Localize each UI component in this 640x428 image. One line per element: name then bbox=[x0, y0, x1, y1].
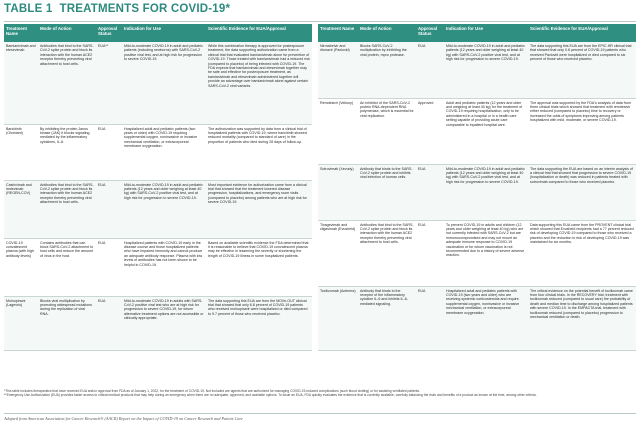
evidence: Based on available scientific evidence the FDA determined that it is reasonable to believe that COVID-19 convalescent plasma may be effective in lessening the severity or shortening the length of COVID-19 illness in some hospitalized patients. bbox=[206, 238, 312, 296]
col-header-name: Treatment Name bbox=[4, 24, 38, 42]
bottom-rule bbox=[4, 413, 636, 414]
col-header-evidence: Scientific Evidence for EUA/Approval bbox=[206, 24, 312, 42]
source-citation: Adapted from American Association for Cancer Research® (AACR) Report on the Impact of COVID-19 on Cancer Research and Patient Care bbox=[4, 416, 243, 421]
table-row bbox=[318, 42, 636, 98]
table-row bbox=[4, 42, 312, 124]
treatment-name: Bamlanivimab and etesevimab bbox=[4, 42, 38, 124]
mode-of-action: Contains antibodies that can block SARS-CoV-2 attachment to host cells and reduce the amount of virus in the host. bbox=[38, 238, 96, 296]
evidence: The authorization was supported by data from a clinical trial of hospitalized patients with COVID-19, where baricitinib showed reduced mortality (compared to standard of care) in the proportion of patients who died during 28 days of follow-up. bbox=[206, 124, 312, 180]
treatment-name: Molnupiravir (Lagevrio) bbox=[4, 296, 38, 350]
mode-of-action: An inhibitor of the SARS-CoV-2 protein RNA-dependent RNA polymerase, which is essential for viral replication. bbox=[358, 98, 416, 164]
treatment-name: Nirmatrelvir and ritonavir (Paxlovid) bbox=[318, 42, 358, 98]
indication: Hospitalized adult and pediatric patients (two years or older) with COVID-19 requiring supplemental oxygen, noninvasive or invasive mechanical ventilation, or extracorporeal membrane oxygenation. bbox=[122, 124, 206, 180]
table-row bbox=[318, 220, 636, 286]
indication: Mild-to-moderate COVID-19 in adult and pediatric patients (12 years and older weighing at least 40 kg) with SARS-CoV-2 positive viral test, and at high risk for progression to severe COVID-19. bbox=[122, 180, 206, 238]
treatments-table-left bbox=[4, 24, 312, 351]
treatment-name: Casirivimab and imdevimab (REGEN-COV) bbox=[4, 180, 38, 238]
col-header-indication: Indication for Use bbox=[122, 24, 206, 42]
table-title bbox=[4, 3, 230, 23]
treatment-name: Tocilizumab (Actemra) bbox=[318, 286, 358, 350]
approval-status: EUA bbox=[96, 124, 122, 180]
treatment-name: Sotrovimab (Xevudy) bbox=[318, 164, 358, 220]
table-row bbox=[4, 238, 312, 296]
footnotes bbox=[4, 389, 636, 397]
indication: Hospitalized adult and pediatric patients with COVID-19 (two years and older) who are receiving systemic corticosteroids and require supplemental oxygen, noninvasive or invasive mechanical ventilation, or extracorporeal membrane oxygenation. bbox=[444, 286, 528, 350]
col-header-indication: Indication for Use bbox=[444, 24, 528, 42]
footnote-scope: *This table includes therapeutics that have received EUA and/or approval from FDA as of January 1, 2022, for the treatment of COVID-19. Not included are agents that are authorized for managing COVID-19-induced complications (such blood clotting) or for assisting ventilated patients. bbox=[4, 389, 420, 393]
mode-of-action: Blocks viral multiplication by promoting widespread mutations during the replication of viral RNA. bbox=[38, 296, 96, 350]
treatment-name: COVID-19 convalescent plasma (with high antibody levels) bbox=[4, 238, 38, 296]
mode-of-action: Antibodies that bind to the SARS-CoV-2 spike protein and block its interaction with the human ACE2 receptor thereby preventing viral attachment to host cells. bbox=[38, 42, 96, 124]
approval-status: EUA bbox=[96, 296, 122, 350]
mode-of-action: Antibodies that bind to the SARS-CoV-2 spike protein and block its interaction with the human ACE2 receptor thereby preventing viral attachment to host cells. bbox=[358, 220, 416, 286]
table-row bbox=[4, 180, 312, 238]
mode-of-action: Antibodies that bind to the SARS-CoV-2 spike protein and block its interaction with the human ACE2 receptor thereby preventing viral attachment to host cells. bbox=[38, 180, 96, 238]
evidence: While this combination therapy is approved for postexposure treatment, the data supporting authorization came from a clinical trial that evaluated bamlanivimab alone for prevention of COVID-19. Those treated with bamlanivimab had a reduced risk (compared to placebo) of being infected with COVID-19. The FDA expects that bamlanivimab and etesevimab together may be safe and effective for postexposure treatment, as bamlanivimab and etesevimab administered together will provide an advantage over bamlanivimab alone against certain SARS-CoV-2 viral variants. bbox=[206, 42, 312, 124]
table-heading: TREATMENTS FOR COVID-19* bbox=[59, 3, 231, 15]
col-header-evidence: Scientific Evidence for EUA/Approval bbox=[528, 24, 636, 42]
table-header-row bbox=[4, 24, 312, 42]
indication: Mild-to-moderate COVID-19 in adult and pediatric patients (12 years and older weighing at least 40 kg) with SARS-CoV-2 positive viral test, and at high risk for progression to severe COVID-19. bbox=[444, 164, 528, 220]
table-header-row bbox=[318, 24, 636, 42]
mode-of-action: Antibody that binds to the SARS-CoV-2 spike protein and inhibits viral infection of human cells. bbox=[358, 164, 416, 220]
approval-status: EUA bbox=[96, 238, 122, 296]
treatments-table-right bbox=[318, 24, 636, 351]
col-header-mode: Mode of Action bbox=[38, 24, 96, 42]
treatment-name: Remdesivir (Veklury) bbox=[318, 98, 358, 164]
table-row bbox=[318, 286, 636, 350]
approval-status: Approved bbox=[416, 98, 444, 164]
evidence: The data supporting this EUA are from the EPIC-HR clinical trial that showed that only 0.8 percent of COVID-19 patients who received Paxlovid were hospitalized or died compared to six percent of those who received placebo. bbox=[528, 42, 636, 98]
table-row bbox=[318, 98, 636, 164]
evidence: Most important evidence for authorization came from a clinical trial that showed that the treatment lowered disease progression, hospitalizations, and emergency room visits (compared to placebo) among patients who are at high risk for severe COVID-19. bbox=[206, 180, 312, 238]
approval-status: EUA bbox=[416, 164, 444, 220]
indication: To prevent COVID-19 in adults and children (12 years and older weighing at least 40 kg) who are not currently infected with SARS-CoV-2 but are immunocompromised and may not mount an adequate immune response to COVID-19 vaccination or for whom vaccination is not recommended due to a history of severe adverse reaction. bbox=[444, 220, 528, 286]
evidence: Data supporting this EUA came from the PROVENT clinical trial which showed that Evusheld recipients had a 77 percent reduced risk of developing COVID-19 compared to those who received a placebo and the reduction in risk of developing COVID-19 was maintained for six months. bbox=[528, 220, 636, 286]
approval-status: EUA bbox=[416, 220, 444, 286]
mode-of-action: By inhibiting the protein Janus kinase (JAK) it blocks signaling mediated by the inflammatory cytokines, IL-6. bbox=[38, 124, 96, 180]
mode-of-action: Antibody that binds to the receptor of the inflammatory cytokine IL-6 and inhibits IL-6-mediated signaling. bbox=[358, 286, 416, 350]
approval-status: EUA bbox=[96, 180, 122, 238]
col-header-status: Approval Status bbox=[96, 24, 122, 42]
evidence: The critical evidence on the potential benefit of tocilizumab came from four clinical trials. In the RECOVERY trial, treatment with tocilizumab reduced (compared to usual care) the probability of death and median time to discharge among hospitalized patients with severe COVID-19. In the EMPACTA trial, treatment with tocilizumab reduced (compared to placebo) progression to mechanical ventilation or death. bbox=[528, 286, 636, 350]
mode-of-action: Blocks SARS-CoV-2 multiplication by inhibiting the viral protein, mpro protease. bbox=[358, 42, 416, 98]
table-row bbox=[318, 164, 636, 220]
top-rule bbox=[4, 21, 636, 22]
col-header-status: Approval Status bbox=[416, 24, 444, 42]
table-row bbox=[4, 124, 312, 180]
indication: Mild-to-moderate COVID-19 in adult and pediatric patients (including newborns) with SARS-CoV-2 positive viral test, and at high risk for progression to severe COVID-19. bbox=[122, 42, 206, 124]
indication: Hospitalized patients with COVID-19 early in the disease course and those hospitalized patients who have impaired immunity and cannot produce an adequate antibody response. Plasma with low levels of antibodies has not been shown to be helpful in COVID-19. bbox=[122, 238, 206, 296]
treatment-name: Baricitinib (Olumiant) bbox=[4, 124, 38, 180]
treatment-name: Tixagevimab and cilgavimab (Evusheld) bbox=[318, 220, 358, 286]
col-header-name: Treatment Name bbox=[318, 24, 358, 42]
indication: Adult and pediatric patients (12 years and older and weighing at least 40 kg) for the treatment of COVID-19 requiring hospitalization, only to be administered in a hospital or in a health care setting capable of providing acute care comparable to inpatient hospital care. bbox=[444, 98, 528, 164]
evidence: The approval was supported by the FDA's analysis of data from three clinical trials which showed that treatment with remdesivir either reduced (compared to placebo) time to recovery or increased the odds of symptoms improving among patients hospitalized with mild, moderate, or severe COVID-19. bbox=[528, 98, 636, 164]
approval-status: EUA bbox=[416, 42, 444, 98]
table-row bbox=[4, 296, 312, 350]
evidence: The data supporting the EUA are based on an interim analysis of a clinical trial that showed that progression to severe COVID-19 (hospitalization or death) was reduced in patients treated with sotrovimab compared to those who received placebo. bbox=[528, 164, 636, 220]
indication: Mild-to-moderate COVID-19 in adult and pediatric patients (12 years and older weighing at least 40 kg) with SARS-CoV-2 positive viral test, and at high risk for progression to severe COVID-19. bbox=[444, 42, 528, 98]
table-number: TABLE 1 bbox=[4, 3, 53, 15]
evidence: The data supporting this EUA are from the MOVe-OUT clinical trial that showed that only 6.8 percent of COVID-19 patients who received molnupiravir were hospitalized or died compared to 9.7 percent of those who received placebo. bbox=[206, 296, 312, 350]
approval-status: EUA bbox=[416, 286, 444, 350]
col-header-mode: Mode of Action bbox=[358, 24, 416, 42]
approval-status: EUA** bbox=[96, 42, 122, 124]
footnote-eua: **Emergency Use Authorization (EUA) provides faster access to critical medical products that may help during an emergency when there are no adequate, approved, and available options. To issue an EUA, FDA quickly evaluates the evidence that is currently available, carefully balancing the risks and benefits of a product as known at the time, among other criteria. bbox=[4, 393, 537, 397]
indication: Mild-to-moderate COVID-19 in adults with SARS-CoV-2 positive viral test who are at high risk for progression to severe COVID-19, for whom alternative treatment options are not accessible or clinically appropriate. bbox=[122, 296, 206, 350]
